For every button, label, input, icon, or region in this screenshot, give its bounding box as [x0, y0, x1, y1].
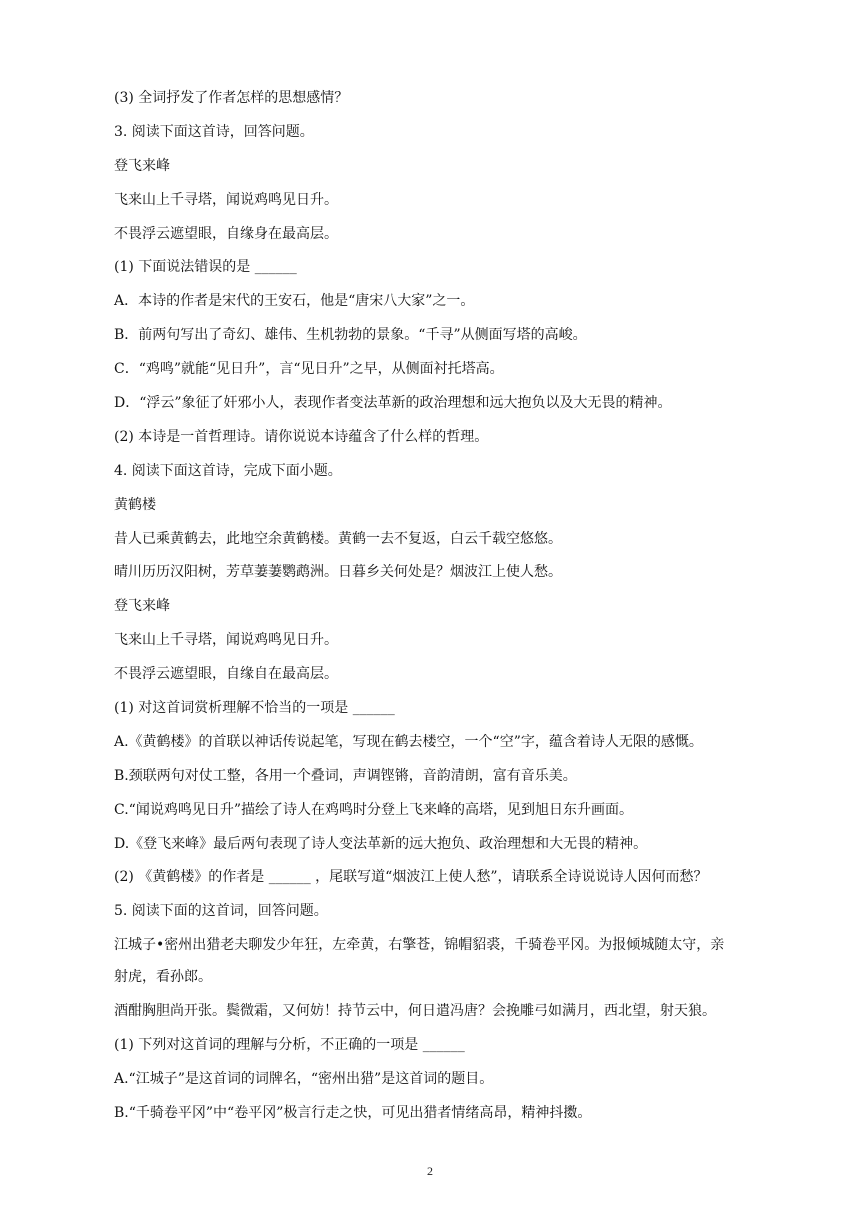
poem-line: 酒酣胸胆尚开张。鬓微霜，又何妨！持节云中，何日遣冯唐？会挽雕弓如满月，西北望，射天狼。 — [114, 1003, 716, 1020]
poem-line: 昔人已乘黄鹤去，此地空余黄鹤楼。黄鹤一去不复返，白云千载空悠悠。 — [114, 530, 562, 547]
option-b: B.颈联两句对仗工整，各用一个叠词，声调铿锵，音韵清朗，富有音乐美。 — [114, 767, 577, 784]
q5-heading: 5. 阅读下面的这首词，回答问题。 — [114, 903, 328, 920]
option-a: A．本诗的作者是宋代的王安石，他是“唐宋八大家”之一。 — [114, 293, 475, 310]
q5-sub1: (1) 下列对这首词的理解与分析，不正确的一项是 ______ — [114, 1037, 465, 1054]
poem-line-continued: 射虎，看孙郎。 — [114, 969, 212, 986]
q3-sub1: (1) 下面说法错误的是 ______ — [114, 259, 297, 276]
q4-heading: 4. 阅读下面这首诗，完成下面小题。 — [114, 462, 342, 479]
q2-sub3: (3) 全词抒发了作者怎样的思想感情？ — [114, 90, 349, 106]
poem-line: 不畏浮云遮望眼，自缘身在最高层。 — [114, 225, 338, 242]
option-a: A.“江城子”是这首词的词牌名，“密州出猎”是这首词的题目。 — [114, 1070, 494, 1087]
q4-sub1: (1) 对这首词赏析理解不恰当的一项是 ______ — [114, 700, 395, 717]
option-a: A.《黄鹤楼》的首联以神话传说起笔，写现在鹤去楼空，一个“空”字，蕴含着诗人无限的感慨。 — [114, 733, 703, 750]
option-c: C．“鸡鸣”就能“见日升”，言“见日升”之早，从侧面衬托塔高。 — [114, 361, 504, 378]
option-c: C.“闻说鸡鸣见日升”描绘了诗人在鸡鸣时分登上飞来峰的高塔，见到旭日东升画面。 — [114, 801, 633, 818]
poem-line: 江城子•密州出猎老夫聊发少年狂，左牵黄，右擎苍，锦帽貂裘，千骑卷平冈。为报倾城随太守，亲 — [114, 937, 725, 954]
poem-line: 飞来山上千寻塔，闻说鸡鸣见日升。 — [114, 632, 338, 649]
q4-sub2: (2) 《黄鹤楼》的作者是 ______ ，尾联写道“烟波江上使人愁”，请联系全诗说说诗人因何而愁？ — [114, 869, 708, 886]
poem-line: 不畏浮云遮望眼，自缘自在最高层。 — [114, 666, 338, 683]
option-b: B.“千骑卷平冈”中“卷平冈”极言行走之快，可见出猎者情绪高昂，精神抖擞。 — [114, 1104, 592, 1121]
option-d: D.《登飞来峰》最后两句表现了诗人变法革新的远大抱负、政治理想和大无畏的精神。 — [114, 835, 648, 852]
poem-line: 飞来山上千寻塔，闻说鸡鸣见日升。 — [114, 191, 338, 208]
poem-title: 登飞来峰 — [114, 157, 170, 174]
option-b: B．前两句写出了奇幻、雄伟、生机勃勃的景象。“千寻”从侧面写塔的高峻。 — [114, 327, 587, 344]
page-number: 2 — [427, 1164, 433, 1178]
document-body — [114, 88, 774, 1137]
poem-title: 黄鹤楼 — [114, 496, 156, 513]
q3-sub2: (2) 本诗是一首哲理诗。请你说说本诗蕴含了什么样的哲理。 — [114, 428, 489, 445]
poem-title: 登飞来峰 — [114, 598, 170, 615]
option-d: D．“浮云”象征了奸邪小人，表现作者变法革新的政治理想和远大抱负以及大无畏的精神。 — [114, 395, 672, 412]
poem-line: 晴川历历汉阳树，芳草萋萋鹦鹉洲。日暮乡关何处是？烟波江上使人愁。 — [114, 564, 562, 581]
q3-heading: 3. 阅读下面这首诗，回答问题。 — [114, 123, 314, 140]
